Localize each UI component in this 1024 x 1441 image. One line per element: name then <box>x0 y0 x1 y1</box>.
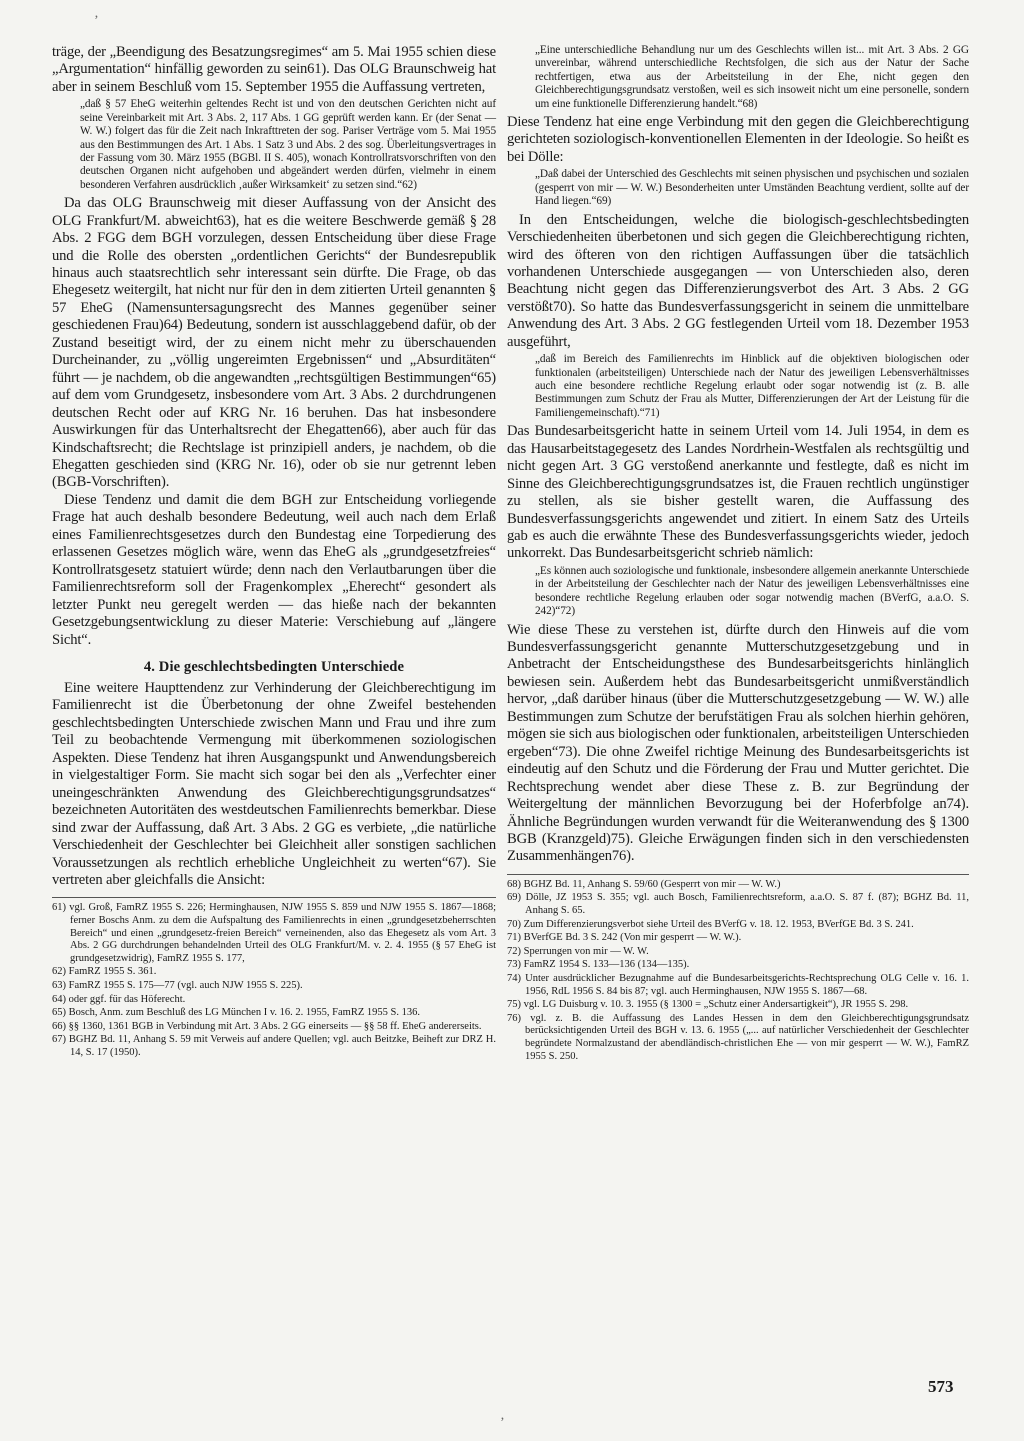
right-column <box>507 44 969 1064</box>
section-heading: 4. Die geschlechtsbedingten Unterschiede <box>143 658 405 675</box>
footnote: 72) Sperrungen von mir — W. W. <box>507 945 649 957</box>
footnote: 68) BGHZ Bd. 11, Anhang S. 59/60 (Gesperrt von mir — W. W.) <box>507 878 781 890</box>
footnote: 76) vgl. z. B. die Auffassung des Landes Hessen in dem den Gleichberechtigungsgrundsatz berücksichtigenden Urteil des BGH v. 13. 6. 1955 („... auf natürlicher Verschiedenheit der Geschlechter begründete Normalzustand der abendländisch-christlichen Ehe — von mir gesperrt — W. W.), FamRZ 1955 S. 250. <box>507 1012 969 1062</box>
right-quote-1: „Eine unterschiedliche Behandlung nur um des Geschlechts willen ist... mit Art. 3 Abs. 2 GG unvereinbar, während unterschiedliche Rechtsfolgen, die sich aus der Natur der Sache rechtfertigen, etwa aus der Arbeitsteilung in der Ehe, nicht gegen den Gleichberechtigungsgrundsatz verstoßen, weil es sich insoweit nicht um eine personelle, sondern um eine funktionelle Differenzierung handelt.“68) <box>535 44 969 110</box>
right-paragraph-3: Das Bundesarbeitsgericht hatte in seinem Urteil vom 14. Juli 1954, in dem es das Hausarbeitstagegesetz des Landes Nordrhein-Westfalen als rechtsgültig und nicht gegen Art. 3 GG verstoßend anerkannte und festlegte, daß es nicht im Sinne des Gleichberechtigungsgrundsatzes ist, die Frauen rechtlich ungünstiger zu stellen, als sie bisher gestellt waren, die Auffassung des Bundesverfassungsgerichts angewendet und zitiert. In einem Satz des Urteils gab es auch die erwähnte These des Bundesverfassungsgerichts wieder, jedoch unkorrekt. Das Bundesarbeitsgericht schrieb nämlich: <box>507 423 969 562</box>
footnote: 67) BGHZ Bd. 11, Anhang S. 59 mit Verweis auf andere Quellen; vgl. auch Beitzke, Beiheft zur DRZ H. 14, S. 17 (1950). <box>52 1034 496 1058</box>
left-paragraph-3: Diese Tendenz und damit die dem BGH zur Entscheidung vorliegende Frage hat auch deshalb besondere Bedeutung, weil auch nach dem Erlaß eines Familienrechtsgesetzes durch den Bundestag eine Torpedierung des erlassenen Gesetzes möglich wäre, wenn das EheG als „grundgesetzfreies“ Kontrollratsgesetz statuiert würde; denn nach den Verlautbarungen über die Familienrechtsreform soll der Fragenkomplex „Eherecht“ gesondert als letzter Punkt neu geregelt werden — das hieße nach der bekannten Gesetzgebungsentwicklung zu dieser Materie: Verschiebung auf „längere Sicht“. <box>52 491 496 648</box>
page-number: 573 <box>928 1377 954 1396</box>
right-quote-2: „Daß dabei der Unterschied des Geschlechts mit seinen physischen und psychischen und sozialen (gesperrt von mir — W. W.) Besonderheiten unter Umständen Beachtung verdient, sollte auf der Hand liegen.“69) <box>535 168 969 208</box>
right-paragraph-2: In den Entscheidungen, welche die biologisch-geschlechtsbedingten Verschiedenheiten überbetonen und sich gegen die Gleichberechtigung richten, wird des öfteren von den richtigen Auffassungen über die tatsächlich vorhandenen Unterschiede ausgegangen — von Unterschieden also, deren Beachtung nicht gegen das Differenzierungsverbot des Art. 3 Abs. 2 GG verstößt70). So hatte das Bundesverfassungsgericht in seinem die unmittelbare Anwendung des Art. 3 Abs. 2 GG festlegenden Urteil vom 18. Dezember 1953 ausgeführt, <box>507 211 969 350</box>
footnote: 66) §§ 1360, 1361 BGB in Verbindung mit Art. 3 Abs. 2 GG einerseits — §§ 58 ff. EheG andererseits. <box>52 1020 482 1032</box>
footnote: 63) FamRZ 1955 S. 175—77 (vgl. auch NJW 1955 S. 225). <box>52 979 303 991</box>
footnote: 75) vgl. LG Duisburg v. 10. 3. 1955 (§ 1300 = „Schutz einer Andersartigkeit“), JR 1955 S. 298. <box>507 999 909 1011</box>
right-paragraph-1: Diese Tendenz hat eine enge Verbindung mit den gegen die Gleichberechtigung gerichteten soziologisch-konventionellen Elementen in der Ideologie. So heißt es bei Dölle: <box>507 114 969 165</box>
left-paragraph-4: Eine weitere Haupttendenz zur Verhinderung der Gleichberechtigung im Familienrecht ist die Überbetonung der ohne Zweifel bestehenden geschlechtsbedingten Unterschiede zwischen Mann und Frau und ihre zum Teil zu beobachtende Vermengung mit überkommenen soziologischen Aspekten. Diese Tendenz hat ihren Ausgangspunkt und Anwendungsbereich in vielgestaltiger Form. Sie macht sich sogar bei den als „Verfechter einer uneingeschränkten Anwendung des Gleichberechtigungsgrundsatzes“ bezeichneten Autoritäten des westdeutschen Familienrechts bemerkbar. Diese sind zwar der Auffassung, daß Art. 3 Abs. 2 GG es verbiete, „die natürliche Verschiedenheit der Geschlechter bei Gleichheit aller sonstigen sachlichen Voraussetzungen als rechtlich erhebliche Ungleichheit zu werten“67). Sie vertreten aber gleichfalls die Ansicht: <box>52 679 496 888</box>
footnote: 70) Zum Differenzierungsverbot siehe Urteil des BVerfG v. 18. 12. 1953, BVerfGE Bd. 3 S. 241. <box>507 918 914 930</box>
footnote: 69) Dölle, JZ 1953 S. 355; vgl. auch Bosch, Familienrechtsreform, a.a.O. S. 87 f. (87); BGHZ Bd. 11, Anhang S. 65. <box>507 892 969 917</box>
footnote: 64) oder ggf. für das Höferecht. <box>52 993 186 1005</box>
left-quote-1: „daß § 57 EheG weiterhin geltendes Recht ist und von den deutschen Gerichten nicht auf seine Vereinbarkeit mit Art. 3 Abs. 2, 117 Abs. 1 GG geprüft werden kann. Er (der Senat — W. W.) folgert das für die Zeit nach Inkrafttreten der sog. Pariser Verträge vom 5. Mai 1955 aus den Bestimmungen des Art. 1 Abs. 1 Satz 3 und Abs. 2 des sog. Überleitungsvertrages in der Fassung vom 30. März 1955 (BGBl. II S. 405), wonach Kontrollratsvorschriften von den deutschen Organen nicht aufgehoben und abgeändert werden dürfen, vielmehr in einem besonderen Verfahren ausdrücklich ‚außer Wirksamkeit‘ zu setzen sind.“62) <box>80 98 496 191</box>
right-quote-4: „Es können auch soziologische und funktionale, insbesondere allgemein anerkannte Unterschiede in der Arbeitsteilung der Geschlechter nach der Natur des jeweiligen Lebensverhältnisses eine besondere rechtliche Regelung erlauben oder sogar notwendig machen (BVerfG, a.a.O. S. 242)“72) <box>535 564 969 618</box>
right-footnotes <box>507 874 969 1063</box>
left-column <box>52 44 496 1061</box>
footnote: 74) Unter ausdrücklicher Bezugnahme auf die Bundesarbeitsgerichts-Rechtsprechung OLG Celle v. 16. 1. 1956, RdL 1956 S. 84 bis 87; vgl. auch Herminghausen, NJW 1955 S. 1867—68. <box>507 973 969 997</box>
footnote: 65) Bosch, Anm. zum Beschluß des LG München I v. 16. 2. 1955, FamRZ 1955 S. 136. <box>52 1007 420 1019</box>
scan-mark-bottom: ‚ <box>500 1408 505 1423</box>
right-quote-3: „daß im Bereich des Familienrechts im Hinblick auf die objektiven biologischen oder funktionalen (arbeitsteiligen) Unterschiede nach der Natur des jeweiligen Lebensverhältnisses auch eine besondere rechtliche Regelung erlaubt oder sogar notwendig ist (z. B. alle Bestimmungen zum Schutz der Frau als Mutter, Differenzierungen der Art der Leistung für die Familiengemeinschaft).“71) <box>535 353 969 419</box>
footnote: 62) FamRZ 1955 S. 361. <box>52 966 157 978</box>
left-paragraph-1: träge, der „Beendigung des Besatzungsregimes“ am 5. Mai 1955 schien diese „Argumentation“ hinfällig geworden zu sein61). Das OLG Braunschweig hat aber in seinem Beschluß vom 15. September 1955 die Auffassung vertreten, <box>52 44 496 95</box>
footnote: 71) BVerfGE Bd. 3 S. 242 (Von mir gesperrt — W. W.). <box>507 932 742 944</box>
footnote: 61) vgl. Groß, FamRZ 1955 S. 226; Herminghausen, NJW 1955 S. 859 und NJW 1955 S. 1867—1868; ferner Boschs Anm. zu dem die Aufspaltung des Familienrechts in einen „grundgesetzbeherrschten Bereich“ und einen „grundgesetz-freien Bereich“ verneinenden, also das Ehegesetz als vom Art. 3 Abs. 2 GG durchdrungen behandelnden Urteil des OLG Frankfurt/M. v. 2. 4. 1955 (§ 57 EheG ist grundgesetzwidrig), FamRZ 1955 S. 177, <box>52 902 496 964</box>
left-footnotes <box>52 897 496 1059</box>
right-paragraph-4: Wie diese These zu verstehen ist, dürfte durch den Hinweis auf die vom Bundesverfassungsgericht genannte Mutterschutzgesetzgebung und in Anbetracht der Entscheidungsthese des Bundesarbeitsgerichts hinlänglich bewiesen sein. Außerdem hebt das Bundesarbeitsgericht unmißverständlich hervor, „daß darüber hinaus (über die Mutterschutzgesetzgebung — W. W.) alle Bestimmungen zum Schutze der berufstätigen Frau als solchen hierhin gehören, mögen sie sich aus biologischen oder funktionalen, arbeitsteiligen Unterschieden ergeben“73). Die ohne Zweifel richtige Meinung des Bundesarbeitsgerichts ist eindeutig auf den Schutz und die Förderung der Frau und Mutter gerichtet. Die Rechtsprechung wendet aber diese These z. B. zur Begründung der Weitergeltung der männlichen Bevorzugung bei der Hoferbfolge an74). Ähnliche Begründungen wurden verwandt für die Weiteranwendung des § 1300 BGB (Kranzgeld)75). Gleiche Erwägungen finden sich in den verschiedensten Zusammenhängen76). <box>507 621 969 865</box>
footnote: 73) FamRZ 1954 S. 133—136 (134—135). <box>507 959 690 971</box>
scan-mark-top: ‚ <box>94 6 99 21</box>
left-paragraph-2: Da das OLG Braunschweig mit dieser Auffassung von der Ansicht des OLG Frankfurt/M. abweicht63), hat es die weitere Beschwerde gemäß § 28 Abs. 2 FGG dem BGH vorzulegen, dessen Entscheidung über diese Frage und die Rolle des obersten „ordentlichen Gerichts“ der Bundesrepublik hinaus auch staatsrechtlich sehr interessant sein dürfte. Die Frage, ob das Ehegesetz weitergilt, hat nicht nur für den in dem zitierten Urteil genannten § 57 EheG (Namensuntersagungsrecht des Mannes gegenüber seiner geschiedenen Frau)64) Bedeutung, sondern ist ausschlaggebend dafür, ob der Zustand beseitigt wird, der zu einem nicht mehr zu überschauenden Durcheinander, zu „völlig ungereimten Ergebnissen“ und „Absurditäten“ führt — je nachdem, ob die angewandten „rechtsgültigen Bestimmungen“65) auf dem vom Grundgesetz, insbesondere vom Art. 3 Abs. 2 durchdrungenen deutschen Recht oder auf KRG Nr. 16 beruhen. Das hat insbesondere Auswirkungen für das Unterhaltsrecht der Ehegatten66), aber auch für das Kindschaftsrecht; die Rechtslage ist prinzipiell anders, je nachdem, ob die Ehegatten geschieden sind (KRG Nr. 16), oder ob sie nur getrennt leben (BGB-Vorschriften). <box>52 195 496 491</box>
